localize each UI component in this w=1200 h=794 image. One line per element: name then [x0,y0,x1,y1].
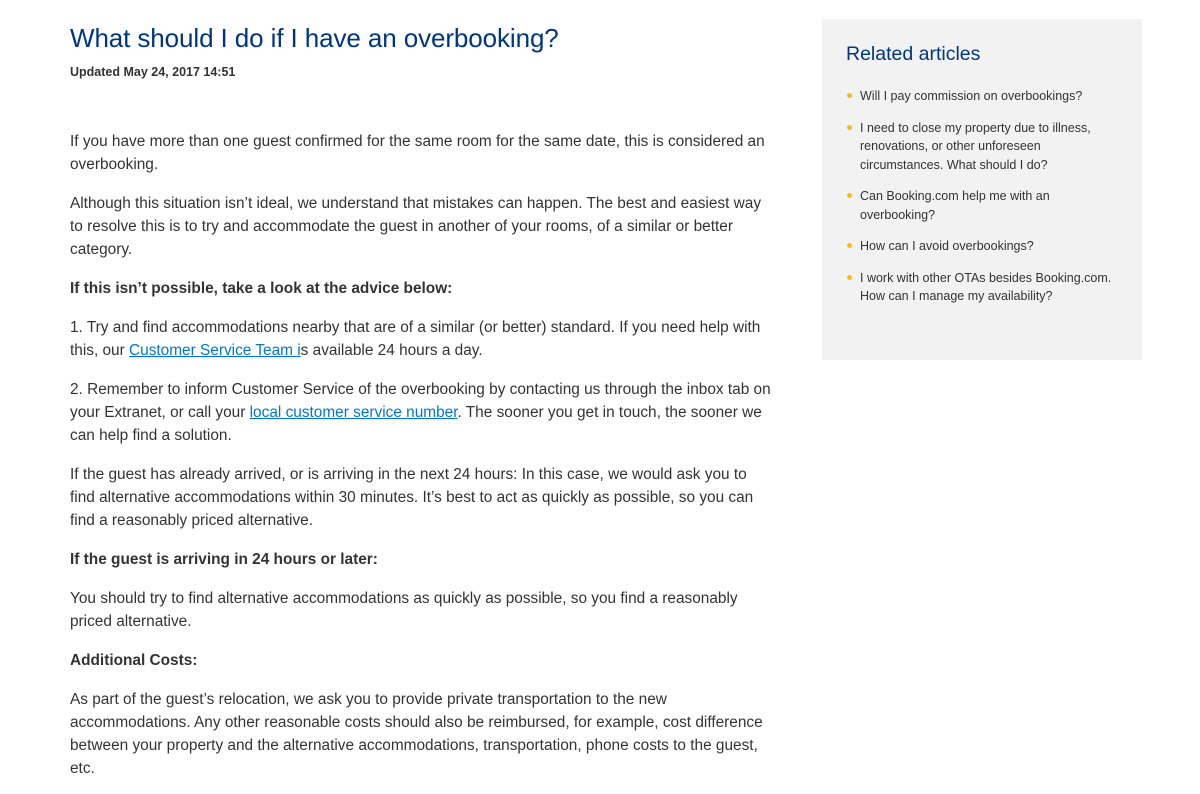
related-article-link[interactable]: Will I pay commission on overbookings? [860,89,1083,103]
list-item [846,119,1118,175]
step-1-text: 1. Try and find accommodations nearby that are of a similar (or better) standard. If you need help with this, our [70,319,761,359]
step-2-text: 2. Remember to inform Customer Service of the overbooking by contacting us through the inbox tab on your Extranet, or call your [70,381,771,421]
bullet-icon [847,275,852,280]
related-articles-heading: Related articles [846,43,981,65]
related-article-link[interactable]: Can Booking.com help me with an overbooking? [860,189,1050,222]
related-articles-list [846,87,1118,306]
step-1-text-end: s available 24 hours a day. [300,342,483,359]
related-article-link[interactable]: How can I avoid overbookings? [860,239,1034,253]
article-body [70,130,775,780]
step-2-text-end: . The sooner you get in touch, the sooner we can help find a solution. [70,404,762,444]
paragraph-step-1 [70,316,775,362]
subheading-advice: If this isn’t possible, take a look at the advice below: [70,280,453,297]
paragraph-arriving-later: You should try to find alternative accommodations as quickly as possible, so you find a reasonably priced alternative. [70,590,738,630]
related-article-link[interactable]: I work with other OTAs besides Booking.com. How can I manage my availability? [860,270,1112,303]
paragraph-additional-costs: As part of the guest’s relocation, we ask you to provide private transportation to the new accommodations. Any other reasonable costs should also be reimbursed, for example, cost difference between your property and the alternative accommodations, transportation, phone costs to the guest, etc. [70,691,763,777]
list-item [846,87,1118,106]
article [70,20,775,794]
list-item [846,237,1118,256]
subheading-arriving-later: If the guest is arriving in 24 hours or later: [70,551,378,568]
paragraph-definition: If you have more than one guest confirmed for the same room for the same date, this is considered an overbooking. [70,133,765,173]
subheading-additional-costs: Additional Costs: [70,652,198,669]
paragraph-arrived: If the guest has already arrived, or is arriving in the next 24 hours: In this case, we would ask you to find alternative accommodations within 30 minutes. It’s best to act as quickly as possible, so you can find a reasonably priced alternative. [70,466,754,529]
bullet-icon [847,243,852,248]
bullet-icon [847,193,852,198]
list-item [846,269,1118,306]
updated-timestamp: Updated May 24, 2017 14:51 [70,65,236,79]
local-customer-service-number-link[interactable]: local customer service number [249,404,458,421]
paragraph-step-2 [70,378,775,447]
related-article-link[interactable]: I need to close my property due to illness, renovations, or other unforeseen circumstances. What should I do? [860,120,1091,172]
bullet-icon [847,93,852,98]
related-articles-panel [822,19,1142,360]
list-item [846,187,1118,224]
customer-service-team-link[interactable]: Customer Service Team i [129,342,301,359]
bullet-icon [847,125,852,130]
paragraph-resolution: Although this situation isn’t ideal, we understand that mistakes can happen. The best and easiest way to resolve this is to try and accommodate the guest in another of your rooms, of a similar or better category. [70,195,762,258]
page-title: What should I do if I have an overbooking? [70,23,559,53]
